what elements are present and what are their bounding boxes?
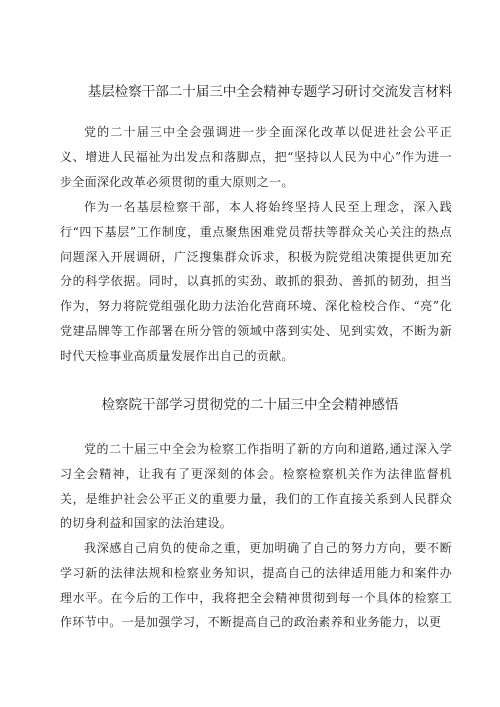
- section1-title: 基层检察干部二十届三中全会精神专题学习研讨交流发言材料: [87, 84, 453, 100]
- section1-paragraph-2: 作为一名基层检察干部，本人将始终坚持人民至上理念，深入践行“四下基层”工作制度，重点聚焦困难党员帮扶等群众关心关注的热点问题深入开展调研，广泛搜集群众诉求，积极为院党组决策提供更加充分的科学依据。同时，以真抓的实劲、敢抓的狠劲、善抓的韧劲，担当作为，努力将院党组强化助力法治化营商环境、深化检校合作、“亮”化党建品牌等工作部署在所分管的领域中落到实处、见到实效，不断为新时代天检事业高质量发展作出自己的贡献。: [60, 200, 452, 363]
- section2-paragraph-2: 我深感自己肩负的使命之重，更加明确了自己的努力方向，要不断学习新的法律法规和检察业务知识，提高自己的法律适用能力和案件办理水平。在今后的工作中，我将把全会精神贯彻到每一个具体的检察工作环节中。一是加强学习，不断提高自己的政治素养和业务能力，以更: [60, 541, 452, 630]
- section2-paragraph-1: 党的二十届三中全会为检察工作指明了新的方向和道路,通过深入学习全会精神，让我有了更深刻的体会。检察检察机关作为法律监督机关，是维护社会公平正义的重要力量，我们的工作直接关系到人民群众的切身利益和国家的法治建设。: [60, 442, 452, 531]
- section1-paragraph-1: 党的二十届三中全会强调进一步全面深化改革以促进社会公平正义、增进人民福祉为出发点和落脚点，把“坚持以人民为中心”作为进一步全面深化改革必须贯彻的重大原则之一。: [60, 125, 452, 189]
- section2-title: 检察院干部学习贯彻党的二十届三中全会精神感悟: [101, 397, 399, 413]
